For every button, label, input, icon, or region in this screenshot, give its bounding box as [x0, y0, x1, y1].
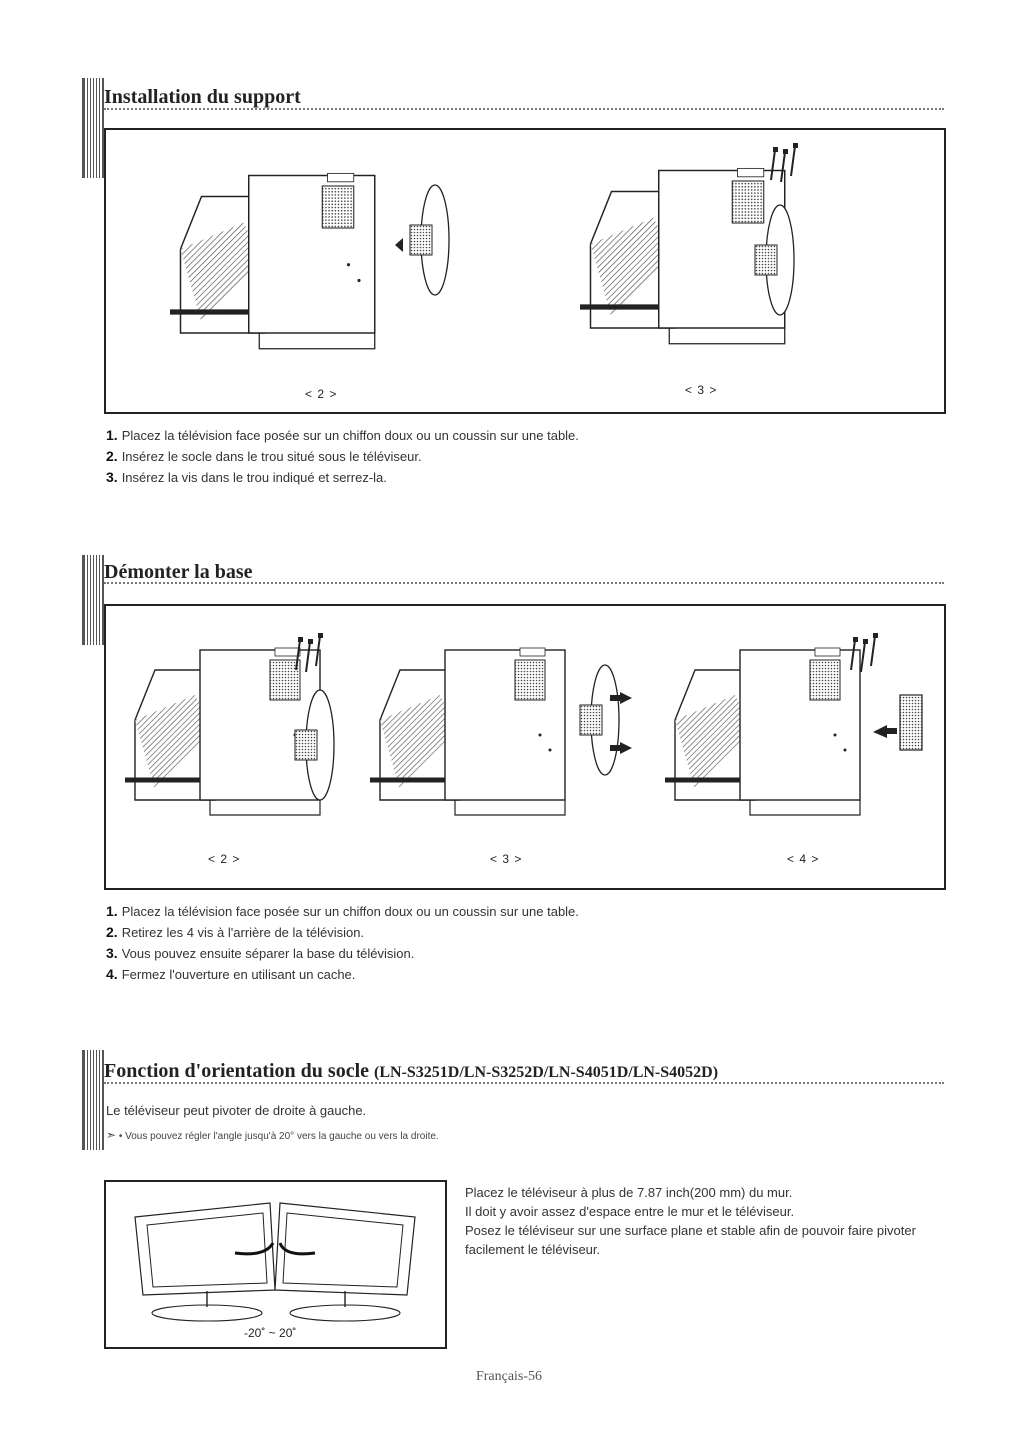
demonter-step-4-illustration: [665, 630, 935, 840]
arrow-right-icon: [620, 742, 632, 754]
demonter-step-2-illustration: [125, 630, 365, 840]
title-divider: [104, 1082, 944, 1084]
installation-steps: [106, 425, 579, 488]
section-marker: [82, 78, 104, 178]
arrow-right-icon: [620, 692, 632, 704]
figure-caption-3: < 3 >: [685, 383, 718, 397]
orientation-instructions: [465, 1183, 950, 1259]
arrow-left-icon: [395, 238, 403, 252]
model-numbers: (LN-S3251D/LN-S3252D/LN-S4051D/LN-S4052D): [374, 1064, 719, 1081]
cover-icon: [900, 695, 922, 750]
figure-caption-3: < 3 >: [490, 852, 523, 866]
title-divider: [104, 108, 944, 110]
step-item: 3. Insérez la vis dans le trou indiqué et serrez-la.: [106, 469, 387, 485]
swivel-illustration: [125, 1195, 425, 1325]
figure-caption-2: < 2 >: [305, 387, 338, 401]
step-item: 2. Insérez le socle dans le trou situé sous le téléviseur.: [106, 448, 422, 464]
title-divider: [104, 582, 944, 584]
orientation-note: ➣ • Vous pouvez régler l'angle jusqu'à 20° vers la gauche ou vers la droite.: [106, 1128, 439, 1142]
section-marker: [82, 1050, 104, 1150]
installation-step-3-illustration: [580, 140, 880, 370]
section-title-text: Fonction d'orientation du socle: [104, 1060, 370, 1082]
instruction-line: Il doit y avoir assez d'espace entre le mur et le téléviseur.: [465, 1204, 795, 1219]
figure-caption-4: < 4 >: [787, 852, 820, 866]
step-item: 4. Fermez l'ouverture en utilisant un cache.: [106, 966, 356, 982]
step-item: 1. Placez la télévision face posée sur un chiffon doux ou un coussin sur une table.: [106, 427, 579, 443]
demonter-steps: [106, 901, 579, 985]
orientation-intro: Le téléviseur peut pivoter de droite à gauche.: [106, 1103, 367, 1118]
step-item: 1. Placez la télévision face posée sur un chiffon doux ou un coussin sur une table.: [106, 903, 579, 919]
installation-step-2-illustration: [170, 160, 480, 370]
step-item: 2. Retirez les 4 vis à l'arrière de la télévision.: [106, 924, 365, 940]
section-marker: [82, 555, 104, 645]
figure-caption-2: < 2 >: [208, 852, 241, 866]
page-footer: Français-56: [475, 1369, 543, 1384]
demonter-step-3-illustration: [370, 630, 660, 840]
arrow-left-icon: [873, 725, 887, 738]
section-title-orientation: [104, 1060, 718, 1083]
step-item: 3. Vous pouvez ensuite séparer la base du télévision.: [106, 945, 415, 961]
instruction-line: Posez le téléviseur sur une surface plane et stable afin de pouvoir faire pivoter facilement le téléviseur.: [465, 1223, 916, 1257]
section-title-demonter: Démonter la base: [104, 561, 253, 583]
instruction-line: Placez le téléviseur à plus de 7.87 inch(200 mm) du mur.: [465, 1185, 793, 1200]
note-arrow-icon: ➣: [106, 1128, 117, 1142]
angle-range-label: -20˚ ~ 20˚: [244, 1326, 297, 1340]
section-title-installation: Installation du support: [104, 86, 301, 108]
